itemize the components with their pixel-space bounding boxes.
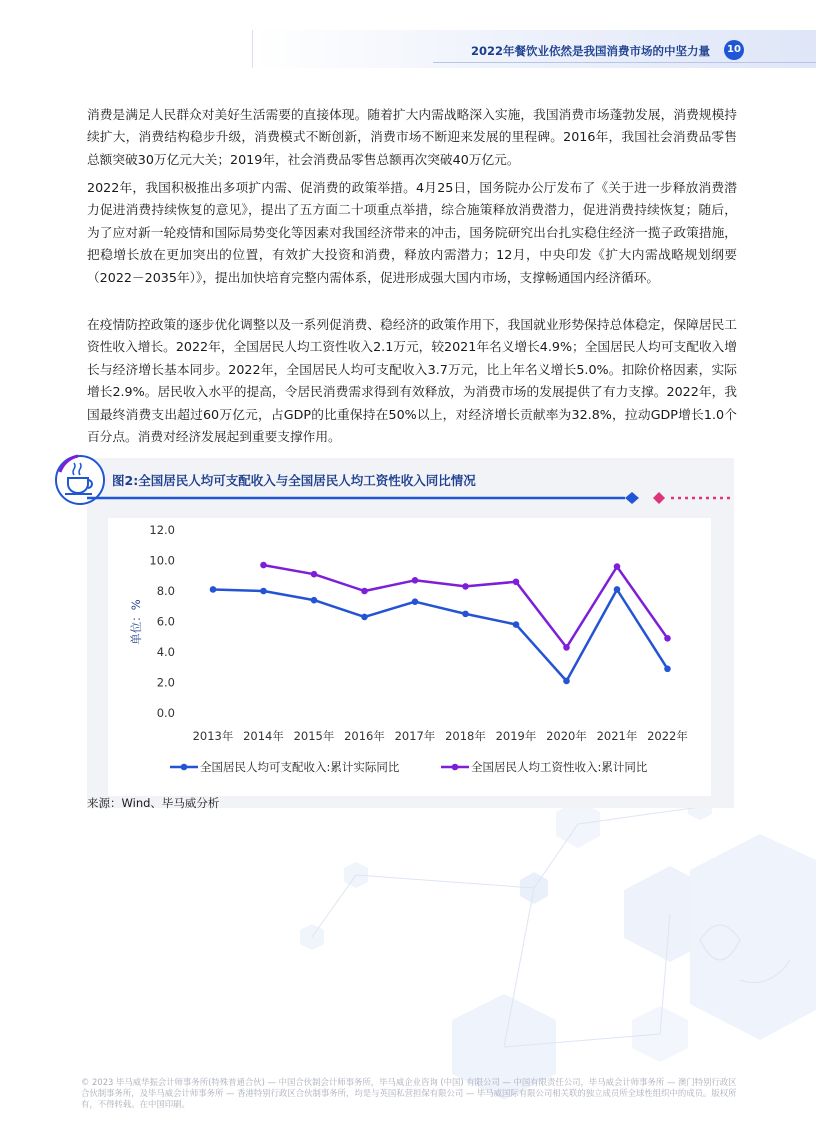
x-tick-label: 2015年 bbox=[293, 729, 335, 743]
x-tick-label: 2022年 bbox=[647, 729, 688, 743]
page-number-badge: 10 bbox=[724, 40, 744, 60]
y-tick-label: 4.0 bbox=[156, 645, 175, 659]
data-point bbox=[260, 588, 267, 595]
header-rule bbox=[433, 62, 816, 63]
data-point bbox=[412, 598, 419, 605]
footer-copyright: © 2023 毕马威华振会计师事务所(特殊普通合伙) — 中国合伙制会计师事务所，毕马威企业咨询 (中国) 有限公司 — 中国有限责任公司，毕马威会计师事务所 — 澳门特别行政区合伙制事务所，及毕马威会计师事务所 — 香港特别行政区合伙制事务所，均是与英国私营担保有限公司 — 毕马威国际有限公司相关联的独立成员所全球性组织中的成员。版权所有，不得转载。在中国印刷。 bbox=[81, 1077, 737, 1110]
figure-source: 来源：Wind、毕马威分析 bbox=[87, 796, 220, 810]
paragraph-3: 在疫情防控政策的逐步优化调整以及一系列促消费、稳经济的政策作用下，我国就业形势保持总体稳定，保障居民工资性收入增长。2022年，全国居民人均工资性收入2.1万元，较2021年名义增长4.9%；全国居民人均可支配收入增长与经济增长基本同步。2022年，全国居民人均可支配收入3.7万元，比上年名义增长5.0%。扣除价格因素，实际增长2.9%。居民收入水平的提高，令居民消费需求得到有效释放，为消费市场的发展提供了有力支撑。2022年，我国最终消费支出超过60万亿元，占GDP的比重保持在50%以上，对经济增长贡献率为32.8%，拉动GDP增长1.0个百分点。消费对经济发展起到重要支撑作用。 bbox=[87, 317, 737, 445]
data-point bbox=[311, 597, 318, 604]
header-title: 2022年餐饮业依然是我国消费市场的中坚力量 bbox=[470, 44, 710, 58]
x-tick-label: 2017年 bbox=[394, 729, 436, 743]
x-tick-label: 2019年 bbox=[495, 729, 537, 743]
data-point bbox=[563, 678, 570, 685]
legend-label: 全国居民人均工资性收入:累计同比 bbox=[471, 760, 648, 774]
data-point bbox=[664, 665, 671, 672]
y-tick-label: 0.0 bbox=[156, 706, 175, 720]
paragraph-1: 消费是满足人民群众对美好生活需要的直接体现。随着扩大内需战略深入实施，我国消费市场蓬勃发展，消费规模持续扩大，消费结构稳步升级，消费模式不断创新，消费市场不断迎来发展的里程碑。2016年，我国社会消费品零售总额突破30万亿元大关；2019年，社会消费品零售总额再次突破40万亿元。 bbox=[87, 107, 737, 167]
y-tick-label: 12.0 bbox=[149, 523, 175, 537]
data-point bbox=[614, 586, 621, 593]
data-point bbox=[260, 562, 267, 569]
y-tick-label: 6.0 bbox=[156, 614, 175, 629]
line-chart bbox=[108, 518, 711, 796]
data-point bbox=[462, 611, 469, 618]
legend-swatch-marker bbox=[181, 764, 188, 771]
x-tick-label: 2014年 bbox=[243, 729, 284, 743]
x-tick-label: 2021年 bbox=[596, 729, 638, 743]
y-tick-label: 2.0 bbox=[156, 675, 175, 690]
x-tick-label: 2018年 bbox=[445, 729, 486, 743]
y-tick-label: 10.0 bbox=[149, 553, 175, 568]
data-point bbox=[361, 588, 368, 595]
data-point bbox=[664, 635, 671, 642]
x-tick-label: 2013年 bbox=[192, 729, 234, 743]
figure-title: 图2:全国居民人均可支配收入与全国居民人均工资性收入同比情况 bbox=[112, 473, 476, 488]
data-point bbox=[210, 586, 217, 593]
x-tick-label: 2016年 bbox=[344, 729, 385, 743]
y-axis-label: 单位：% bbox=[129, 599, 143, 645]
data-point bbox=[563, 644, 570, 651]
x-tick-label: 2020年 bbox=[546, 729, 587, 743]
series-line-1 bbox=[213, 590, 668, 682]
legend-swatch-marker bbox=[452, 764, 459, 771]
data-point bbox=[513, 621, 520, 628]
data-point bbox=[462, 583, 469, 590]
data-point bbox=[311, 571, 318, 578]
paragraph-2: 2022年，我国积极推出多项扩内需、促消费的政策举措。4月25日，国务院办公厅发布了《关于进一步释放消费潜力促进消费持续恢复的意见》，提出了五方面二十项重点举措，综合施策释放消费潜力，促进消费持续恢复；随后，为了应对新一轮疫情和国际局势变化等因素对我国经济带来的冲击，国务院研究出台扎实稳住经济一揽子政策措施，把稳增长放在更加突出的位置，有效扩大投资和消费，释放内需潜力；12月，中央印发《扩大内需战略规划纲要（2022－2035年）》，提出加快培育完整内需体系，促进形成强大国内市场，支撑畅通国内经济循环。 bbox=[87, 180, 737, 285]
chart-card bbox=[108, 518, 711, 796]
data-point bbox=[614, 563, 621, 570]
figure-title-rule bbox=[87, 490, 816, 506]
legend-label: 全国居民人均可支配收入:累计实际同比 bbox=[200, 760, 400, 774]
data-point bbox=[361, 614, 368, 621]
data-point bbox=[412, 577, 419, 584]
data-point bbox=[513, 579, 520, 586]
y-tick-label: 8.0 bbox=[156, 584, 175, 598]
